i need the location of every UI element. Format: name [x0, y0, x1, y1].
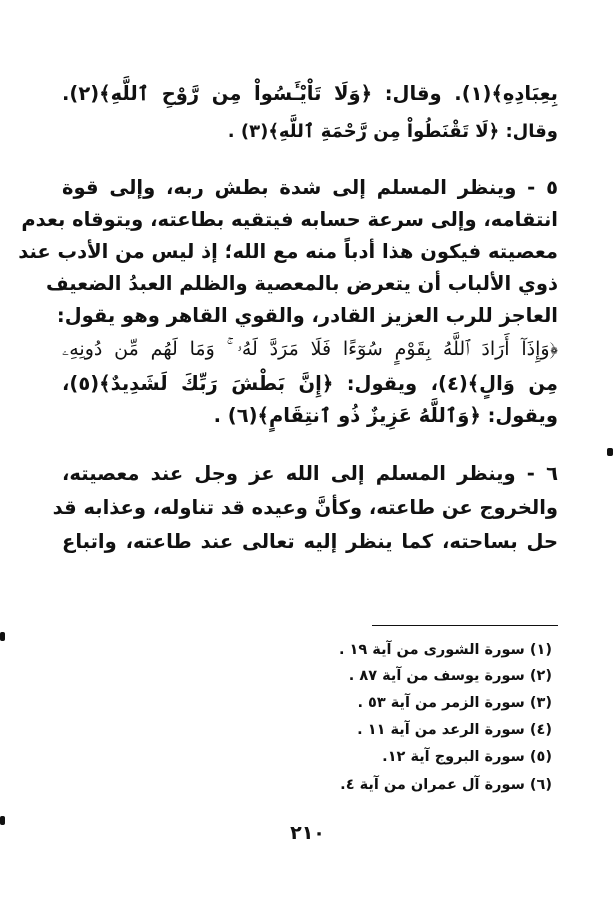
text-line-11: ٦ - وينظر المسلم إلى الله عز وجل عند معصيته، [62, 462, 558, 485]
text-line-6: ذوي الألباب أن يتعرض بالمعصية والظلم العبدُ الضعيف [46, 272, 558, 295]
footnote-6: (٦) سورة آل عمران من آية ٤. [340, 777, 552, 793]
footnote-1: (١) سورة الشورى من آية ١٩ . [338, 642, 552, 658]
text-line-10: ويقول: ﴿وَٱللَّهُ عَزِيزٌ ذُو ٱنتِقَامٍ﴾(٦) . [213, 404, 558, 427]
footnote-4: (٤) سورة الرعد من آية ١١ . [357, 722, 552, 738]
text-line-5: معصيته فيكون هذا أدباً منه مع الله؛ إذ ليس من الأدب عند [18, 240, 558, 263]
text-line-4: انتقامه، وإلى سرعة حسابه فيتقيه بطاعته، ويتوقاه بعدم [21, 208, 558, 231]
text-line-7: العاجز للرب العزيز القادر، والقوي القاهر وهو يقول: [56, 304, 558, 327]
page-number: ٢١٠ [290, 822, 325, 844]
text-line-2: وقال: ﴿لَا تَقْنَطُواْ مِن رَّحْمَةِ ٱللَّهِ﴾(٣) . [227, 121, 558, 142]
text-line-3: ٥ - وينظر المسلم إلى شدة بطش ربه، وإلى قوة [62, 176, 558, 199]
text-line-12: والخروج عن طاعته، وكأنَّ وعيده قد تناوله، وعذابه قد [52, 496, 558, 519]
scan-mark-right [607, 448, 613, 456]
text-line-1: بِعِبَادِهِ﴾(١). وقال: ﴿وَلَا تَاْيْـَٔسُواْ مِن رَّوْحِ ٱللَّهِ﴾(٢). [62, 82, 558, 105]
scan-mark-left-upper [0, 632, 5, 641]
text-line-13: حل بساحته، كما ينظر إليه تعالى عند طاعته، واتباع [62, 530, 558, 553]
footnote-5: (٥) سورة البروج آية ١٢. [382, 749, 552, 765]
footnote-separator [372, 625, 558, 626]
text-line-8-verse: ﴿وَإِذَآ أَرَادَ ٱللَّهُ بِقَوْمٍ سُوٓءًا فَلَا مَرَدَّ لَهُۥ ۚ وَمَا لَهُم مِّن دُونِهِۦ [62, 338, 558, 360]
footnote-2: (٢) سورة يوسف من آية ٨٧ . [348, 668, 552, 684]
footnote-3: (٣) سورة الزمر من آية ٥٣ . [357, 695, 552, 711]
scan-mark-left-lower [0, 816, 5, 825]
text-line-9: مِن وَالٍ﴾(٤)، ويقول: ﴿إِنَّ بَطْشَ رَبِّكَ لَشَدِيدٌ﴾(٥)، [62, 372, 558, 395]
